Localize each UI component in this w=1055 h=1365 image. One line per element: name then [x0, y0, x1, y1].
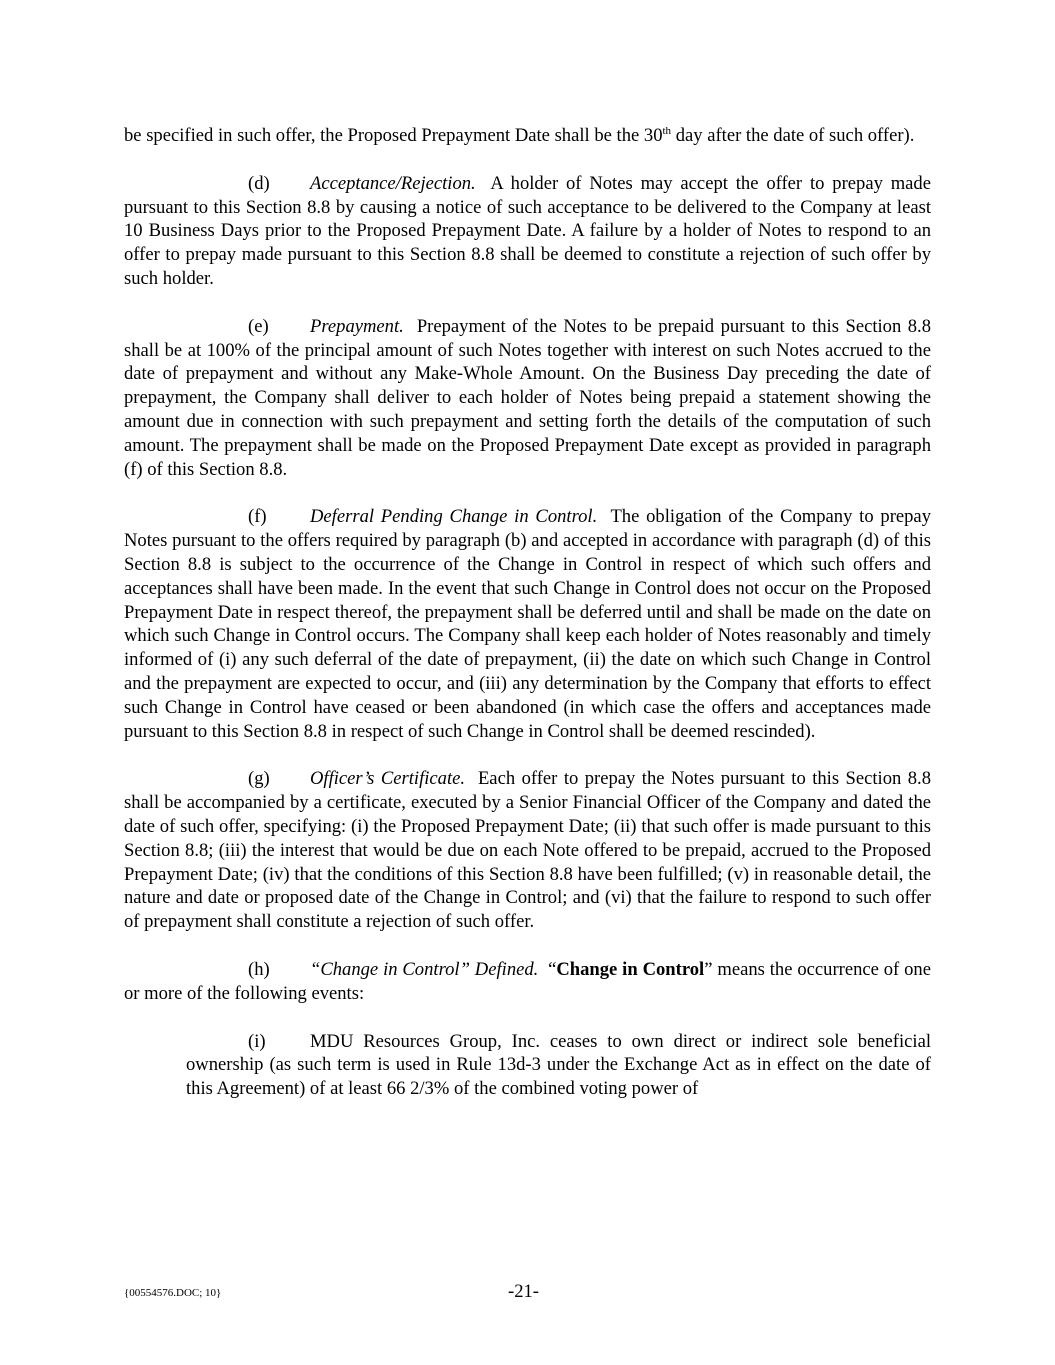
paragraph-h-body: means the occurrence of one or more of the following events:	[124, 958, 931, 1004]
subclause-i-label: (i)	[248, 1030, 266, 1052]
paragraph-h-quote-close: ”	[704, 958, 713, 980]
footer-page-number: -21-	[508, 1281, 539, 1302]
subclause-i	[186, 1030, 931, 1101]
paragraph-f	[124, 505, 931, 743]
paragraph-d-body: A holder of Notes may accept the offer to prepay made pursuant to this Section 8.8 by causing a notice of such acceptance to be delivered to the Company at least 10 Business Days prior to the Proposed Prepayment Date. A failure by a holder of Notes to respond to an offer to prepay made pursuant to this Section 8.8 shall be deemed to constitute a rejection of such offer by such holder.	[124, 172, 931, 289]
footer-doc-id: {00554576.DOC; 10}	[124, 1287, 222, 1299]
intro-superscript: th	[662, 125, 672, 137]
defined-term: Change in Control	[556, 958, 705, 980]
paragraph-h-quote-open: “	[548, 958, 557, 980]
paragraph-h	[124, 958, 931, 1006]
intro-paragraph	[124, 124, 931, 148]
paragraph-e	[124, 315, 931, 482]
paragraph-f-body: The obligation of the Company to prepay Notes pursuant to the offers required by paragraph (b) and accepted in accordance with paragraph (d) of this Section 8.8 is subject to the occurrence of the Change in Control in respect of which such offers and acceptances shall have been made. In the event that such Change in Control does not occur on the Proposed Prepayment Date in respect thereof, the prepayment shall be deferred until and shall be made on the date on which such Change in Control occurs. The Company shall keep each holder of Notes reasonably and timely informed of (i) any such deferral of the date of prepayment, (ii) the date on which such Change in Control and the prepayment are expected to occur, and (iii) any determination by the Company that efforts to effect such Change in Control have ceased or been abandoned (in which case the offers and acceptances made pursuant to this Section 8.8 in respect of such Change in Control shall be deemed rescinded).	[124, 506, 931, 742]
paragraph-g-heading: Officer’s Certificate.	[310, 768, 466, 790]
paragraph-d-heading: Acceptance/Rejection.	[310, 172, 476, 194]
paragraph-h-heading: “Change in Control” Defined.	[310, 958, 539, 980]
document-body	[124, 124, 931, 1125]
paragraph-d-label: (d)	[248, 172, 270, 194]
paragraph-g-body: Each offer to prepay the Notes pursuant to this Section 8.8 shall be accompanied by a certificate, executed by a Senior Financial Officer of the Company and dated the date of such offer, specifying: (i) the Proposed Prepayment Date; (ii) that such offer is made pursuant to this Section 8.8; (iii) the interest that would be due on each Note offered to be prepaid, accrued to the Proposed Prepayment Date; (iv) that the conditions of this Section 8.8 have been fulfilled; (v) in reasonable detail, the nature and date or proposed date of the Change in Control; and (vi) that the failure to respond to such offer of prepayment shall constitute a rejection of such offer.	[124, 768, 931, 933]
subclause-i-body: MDU Resources Group, Inc. ceases to own direct or indirect sole beneficial ownership (as such term is used in Rule 13d-3 under the Exchange Act as in effect on the date of this Agreement) of at least 66 2/3% of the combined voting power of	[186, 1030, 931, 1100]
intro-text-end: day after the date of such offer).	[671, 125, 915, 146]
paragraph-g	[124, 767, 931, 934]
paragraph-h-label: (h)	[248, 958, 270, 980]
paragraph-d	[124, 172, 931, 291]
paragraph-e-label: (e)	[248, 315, 269, 337]
paragraph-f-heading: Deferral Pending Change in Control.	[310, 506, 598, 528]
intro-text: be specified in such offer, the Proposed Prepayment Date shall be the 30	[124, 125, 663, 146]
paragraph-e-body: Prepayment of the Notes to be prepaid pursuant to this Section 8.8 shall be at 100% of the principal amount of such Notes together with interest on such Notes accrued to the date of prepayment and without any Make-Whole Amount. On the Business Day preceding the date of prepayment, the Company shall deliver to each holder of Notes being prepaid a statement showing the amount due in connection with such prepayment and setting forth the details of the computation of such amount. The prepayment shall be made on the Proposed Prepayment Date except as provided in paragraph (f) of this Section 8.8.	[124, 315, 932, 480]
paragraph-e-heading: Prepayment.	[310, 315, 404, 337]
paragraph-f-label: (f)	[248, 506, 267, 528]
paragraph-g-label: (g)	[248, 768, 270, 790]
